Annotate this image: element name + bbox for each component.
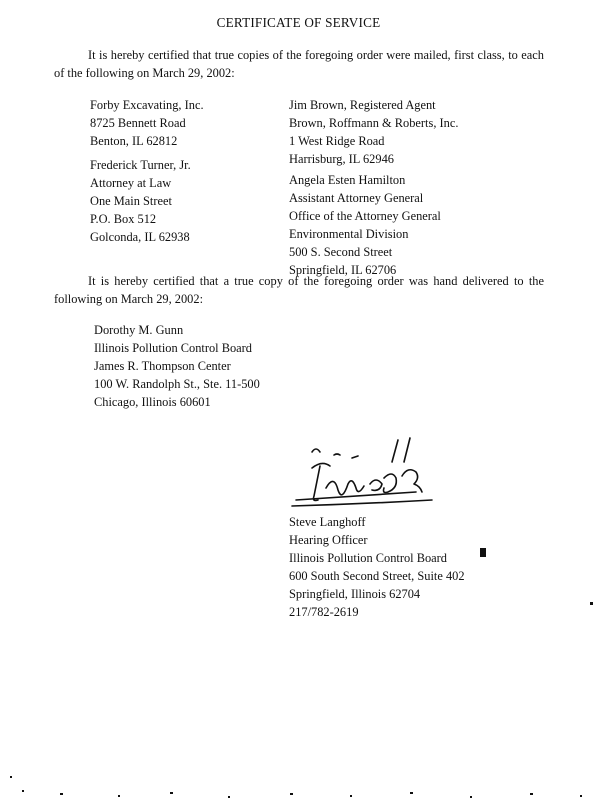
address-line: Benton, IL 62812 (90, 134, 178, 148)
address-line: Environmental Division (289, 227, 409, 241)
address-line: Brown, Roffmann & Roberts, Inc. (289, 116, 459, 130)
hand-delivery-statement: It is hereby certified that a true copy of the foregoing order was hand delivered to the following on March 29, 2002: (54, 274, 544, 306)
address-line: Dorothy M. Gunn (94, 323, 184, 337)
address-line: Jim Brown, Registered Agent (289, 98, 436, 112)
address-line: Harrisburg, IL 62946 (289, 152, 394, 166)
address-line: Forby Excavating, Inc. (90, 98, 204, 112)
address-line: Attorney at Law (90, 176, 172, 190)
address-line: Golconda, IL 62938 (90, 230, 190, 244)
address-line: 500 S. Second Street (289, 245, 393, 259)
address-line: Chicago, Illinois 60601 (94, 395, 211, 409)
signer-block (289, 513, 465, 621)
signer-city-state: Springfield, Illinois 62704 (289, 587, 421, 601)
address-line: Frederick Turner, Jr. (90, 158, 191, 172)
signer-name: Steve Langhoff (289, 515, 366, 529)
address-line: P.O. Box 512 (90, 212, 157, 226)
address-line: One Main Street (90, 194, 172, 208)
signer-title: Hearing Officer (289, 533, 368, 547)
mailing-statement: It is hereby certified that true copies of the foregoing order were mailed, first class, to each of the following on March 29, 2002: (54, 48, 544, 80)
address-line: Office of the Attorney General (289, 209, 441, 223)
address-line: Angela Esten Hamilton (289, 173, 406, 187)
ink-mark (480, 548, 486, 557)
signer-organization: Illinois Pollution Control Board (289, 551, 447, 565)
address-line: Illinois Pollution Control Board (94, 341, 252, 355)
address-line: 1 West Ridge Road (289, 134, 385, 148)
ink-speck (590, 602, 593, 605)
address-line: Springfield, IL 62706 (289, 263, 397, 277)
address-line: James R. Thompson Center (94, 359, 231, 373)
address-line: Assistant Attorney General (289, 191, 424, 205)
address-line: 100 W. Randolph St., Ste. 11-500 (94, 377, 260, 391)
signer-phone: 217/782-2619 (289, 605, 359, 619)
signer-street-address: 600 South Second Street, Suite 402 (289, 569, 465, 583)
address-line: 8725 Bennett Road (90, 116, 186, 130)
page-title: CERTIFICATE OF SERVICE (216, 15, 381, 30)
